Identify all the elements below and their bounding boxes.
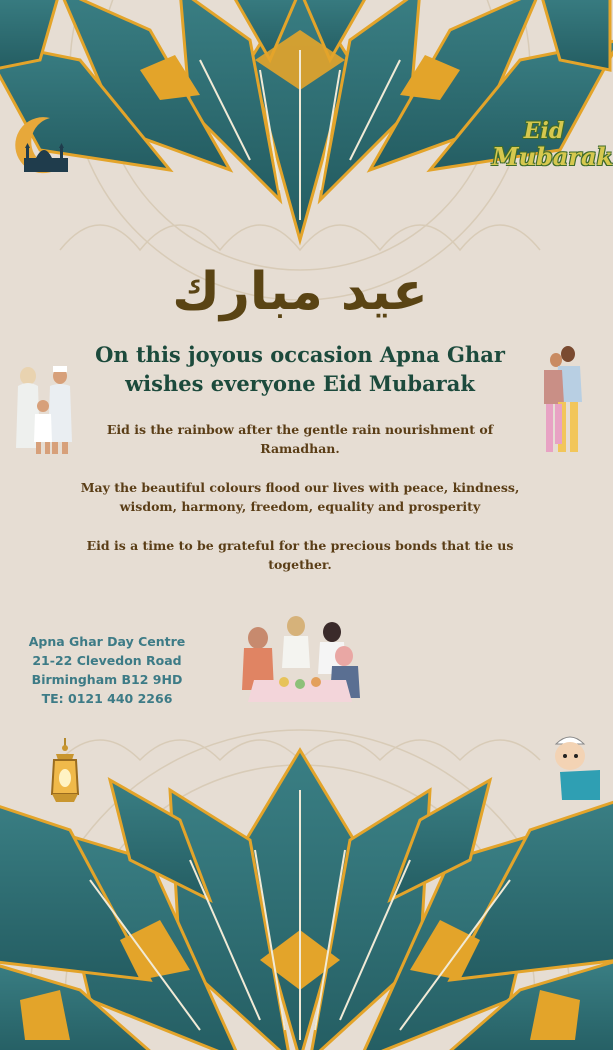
address-line-2: 21-22 Clevedon Road [32,653,182,668]
hugging-men-illustration [538,342,588,458]
logo-line1: Eid [523,118,565,144]
crescent-moon-mosque-icon [10,112,76,178]
headline [40,340,560,398]
address-line-3: Birmingham B12 9HD [31,672,183,687]
contact-address [22,632,192,708]
headline-line2: wishes everyone Eid Mubarak [125,371,475,396]
headline-line1: On this joyous occasion Apna Ghar [95,342,505,367]
women-dining-illustration [234,612,362,704]
lantern-icon [46,738,84,808]
arabic-calligraphy: عيد مبارك [172,262,428,322]
address-line-1: Apna Ghar Day Centre [28,634,186,649]
logo-line2: Mubarak [492,142,613,171]
message-paragraph-2: May the beautiful colours flood our lives with peace, kindness, wisdom, harmony, freedom, equality and prosperity [80,480,520,514]
message-paragraph-1: Eid is the rainbow after the gentle rain nourishment of Ramadhan. [106,422,494,456]
phone-number: TE: 0121 440 2266 [41,691,173,706]
family-illustration [10,362,80,458]
boy-waving-illustration [550,730,600,800]
eid-mubarak-logo [492,118,613,171]
message-paragraph-3: Eid is a time to be grateful for the precious bonds that tie us together. [86,538,514,572]
